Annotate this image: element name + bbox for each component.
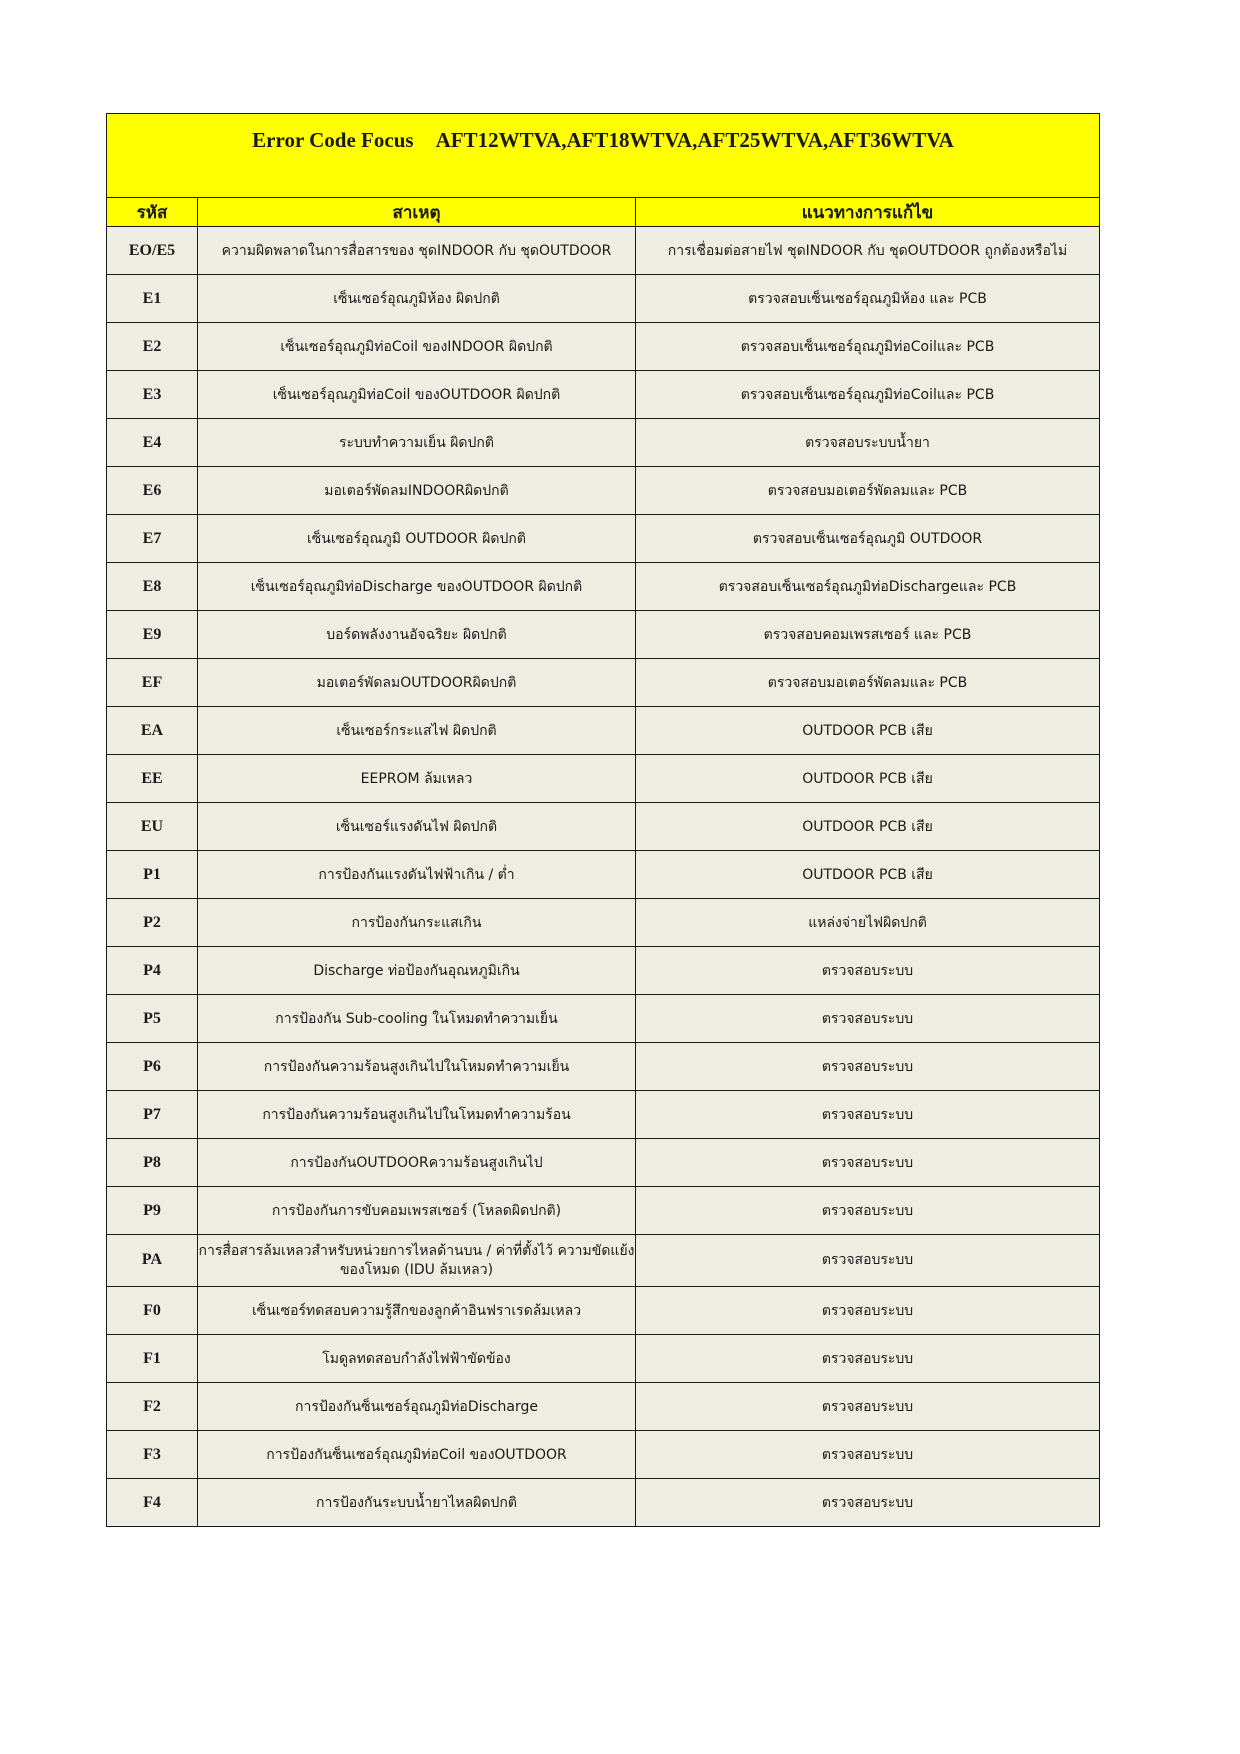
cause-cell: เซ็นเซอร์แรงดันไฟ ผิดปกติ — [198, 803, 636, 851]
error-code-cell: P4 — [107, 947, 198, 995]
solution-cell: ตรวจสอบเซ็นเซอร์อุณภูมิห้อง และ PCB — [636, 275, 1100, 323]
cause-cell: การป้องกันOUTDOORความร้อนสูงเกินไป — [198, 1139, 636, 1187]
cause-cell: บอร์ดพลังงานอัจฉริยะ ผิดปกติ — [198, 611, 636, 659]
solution-cell: OUTDOOR PCB เสีย — [636, 803, 1100, 851]
cause-cell: เซ็นเซอร์อุณภูมิท่อCoil ของOUTDOOR ผิดปกติ — [198, 371, 636, 419]
error-code-cell: P9 — [107, 1187, 198, 1235]
solution-cell: ตรวจสอบระบบ — [636, 1043, 1100, 1091]
error-code-cell: P8 — [107, 1139, 198, 1187]
error-code-cell: F2 — [107, 1383, 198, 1431]
solution-cell: ตรวจสอบระบบ — [636, 1187, 1100, 1235]
cause-cell: โมดูลทดสอบกำลังไฟฟ้าขัดข้อง — [198, 1335, 636, 1383]
error-code-cell: E3 — [107, 371, 198, 419]
error-code-cell: EF — [107, 659, 198, 707]
error-code-cell: E2 — [107, 323, 198, 371]
table-row — [107, 851, 1100, 899]
table-row — [107, 227, 1100, 275]
error-code-cell: EO/E5 — [107, 227, 198, 275]
error-code-cell: F4 — [107, 1479, 198, 1527]
cause-cell: เซ็นเซอร์ทดสอบความรู้สึกของลูกค้าอินฟราเรดล้มเหลว — [198, 1287, 636, 1335]
error-code-table — [106, 113, 1100, 1527]
error-code-cell: F1 — [107, 1335, 198, 1383]
table-row — [107, 1479, 1100, 1527]
table-row — [107, 707, 1100, 755]
title-label: Error Code Focus — [252, 128, 414, 152]
cause-cell: เซ็นเซอร์อุณภูมิท่อDischarge ของOUTDOOR ผิดปกติ — [198, 563, 636, 611]
solution-cell: ตรวจสอบมอเตอร์พัดลมและ PCB — [636, 659, 1100, 707]
solution-cell: ตรวจสอบเซ็นเซอร์อุณภูมิท่อCoilและ PCB — [636, 371, 1100, 419]
cause-cell: การสื่อสารล้มเหลวสำหรับหน่วยการไหลด้านบน / ค่าที่ตั้งไว้ ความขัดแย้งของโหมด (IDU ล้มเหลว) — [198, 1235, 636, 1287]
cause-cell: การป้องกันระบบน้ำยาไหลผิดปกติ — [198, 1479, 636, 1527]
solution-cell: ตรวจสอบระบบน้ำยา — [636, 419, 1100, 467]
error-code-cell: F3 — [107, 1431, 198, 1479]
solution-cell: ตรวจสอบระบบ — [636, 947, 1100, 995]
cause-cell: การป้องกันซ็นเซอร์อุณภูมิท่อDischarge — [198, 1383, 636, 1431]
solution-cell: ตรวจสอบระบบ — [636, 1383, 1100, 1431]
table-row — [107, 947, 1100, 995]
cause-cell: เซ็นเซอร์อุณภูมิ OUTDOOR ผิดปกติ — [198, 515, 636, 563]
cause-cell: การป้องกัน Sub-cooling ในโหมดทำความเย็น — [198, 995, 636, 1043]
table-row — [107, 995, 1100, 1043]
cause-cell: มอเตอร์พัดลมOUTDOORผิดปกติ — [198, 659, 636, 707]
solution-cell: แหล่งจ่ายไฟผิดปกติ — [636, 899, 1100, 947]
error-code-cell: E1 — [107, 275, 198, 323]
table-row — [107, 275, 1100, 323]
cause-cell: ความผิดพลาดในการสื่อสารของ ชุดINDOOR กับ ชุดOUTDOOR — [198, 227, 636, 275]
solution-cell: ตรวจสอบระบบ — [636, 1091, 1100, 1139]
cause-cell: Discharge ท่อป้องกันอุณหภูมิเกิน — [198, 947, 636, 995]
header-solution: แนวทางการแก้ไข — [636, 198, 1100, 227]
error-code-cell: EA — [107, 707, 198, 755]
error-code-cell: P5 — [107, 995, 198, 1043]
solution-cell: ตรวจสอบระบบ — [636, 1479, 1100, 1527]
table-row — [107, 1091, 1100, 1139]
solution-cell: ตรวจสอบเซ็นเซอร์อุณภูมิท่อDischargeและ PCB — [636, 563, 1100, 611]
table-title — [107, 114, 1100, 198]
table-row — [107, 1335, 1100, 1383]
solution-cell: ตรวจสอบคอมเพรสเซอร์ และ PCB — [636, 611, 1100, 659]
table-row — [107, 563, 1100, 611]
error-code-cell: E4 — [107, 419, 198, 467]
table-row — [107, 1287, 1100, 1335]
table-row — [107, 899, 1100, 947]
title-row — [107, 114, 1100, 198]
solution-cell: ตรวจสอบระบบ — [636, 1235, 1100, 1287]
solution-cell: OUTDOOR PCB เสีย — [636, 851, 1100, 899]
error-code-cell: PA — [107, 1235, 198, 1287]
error-code-cell: F0 — [107, 1287, 198, 1335]
table-row — [107, 1431, 1100, 1479]
model-list: AFT12WTVA,AFT18WTVA,AFT25WTVA,AFT36WTVA — [435, 128, 954, 152]
table-row — [107, 1043, 1100, 1091]
cause-cell: มอเตอร์พัดลมINDOORผิดปกติ — [198, 467, 636, 515]
solution-cell: การเชื่อมต่อสายไฟ ชุดINDOOR กับ ชุดOUTDOOR ถูกต้องหรือไม่ — [636, 227, 1100, 275]
cause-cell: การป้องกันความร้อนสูงเกินไปในโหมดทำความเย็น — [198, 1043, 636, 1091]
cause-cell: เซ็นเซอร์กระแสไฟ ผิดปกติ — [198, 707, 636, 755]
error-code-cell: E8 — [107, 563, 198, 611]
table-row — [107, 755, 1100, 803]
cause-cell: การป้องกันแรงดันไฟฟ้าเกิน / ต่ำ — [198, 851, 636, 899]
solution-cell: OUTDOOR PCB เสีย — [636, 707, 1100, 755]
table-row — [107, 467, 1100, 515]
solution-cell: ตรวจสอบระบบ — [636, 1431, 1100, 1479]
error-code-cell: EE — [107, 755, 198, 803]
error-code-cell: P7 — [107, 1091, 198, 1139]
solution-cell: ตรวจสอบระบบ — [636, 1287, 1100, 1335]
cause-cell: เซ็นเซอร์อุณภูมิห้อง ผิดปกติ — [198, 275, 636, 323]
header-row — [107, 198, 1100, 227]
table-row — [107, 371, 1100, 419]
error-code-cell: P2 — [107, 899, 198, 947]
header-cause: สาเหตุ — [198, 198, 636, 227]
error-code-cell: E9 — [107, 611, 198, 659]
cause-cell: EEPROM ล้มเหลว — [198, 755, 636, 803]
solution-cell: ตรวจสอบมอเตอร์พัดลมและ PCB — [636, 467, 1100, 515]
table-row — [107, 323, 1100, 371]
solution-cell: ตรวจสอบระบบ — [636, 995, 1100, 1043]
table-row — [107, 1235, 1100, 1287]
error-code-cell: EU — [107, 803, 198, 851]
error-code-cell: P6 — [107, 1043, 198, 1091]
cause-cell: การป้องกันการขับคอมเพรสเซอร์ (โหลดผิดปกติ) — [198, 1187, 636, 1235]
table-row — [107, 419, 1100, 467]
cause-cell: ระบบทำความเย็น ผิดปกติ — [198, 419, 636, 467]
table-row — [107, 515, 1100, 563]
error-code-cell: E7 — [107, 515, 198, 563]
cause-cell: การป้องกันความร้อนสูงเกินไปในโหมดทำความร้อน — [198, 1091, 636, 1139]
table-row — [107, 659, 1100, 707]
header-code: รหัส — [107, 198, 198, 227]
solution-cell: ตรวจสอบเซ็นเซอร์อุณภูมิท่อCoilและ PCB — [636, 323, 1100, 371]
error-code-cell: E6 — [107, 467, 198, 515]
cause-cell: การป้องกันซ็นเซอร์อุณภูมิท่อCoil ของOUTDOOR — [198, 1431, 636, 1479]
table-row — [107, 611, 1100, 659]
cause-cell: เซ็นเซอร์อุณภูมิท่อCoil ของINDOOR ผิดปกติ — [198, 323, 636, 371]
table-row — [107, 803, 1100, 851]
solution-cell: ตรวจสอบเซ็นเซอร์อุณภูมิ OUTDOOR — [636, 515, 1100, 563]
table-row — [107, 1139, 1100, 1187]
error-code-cell: P1 — [107, 851, 198, 899]
solution-cell: ตรวจสอบระบบ — [636, 1139, 1100, 1187]
solution-cell: ตรวจสอบระบบ — [636, 1335, 1100, 1383]
table-row — [107, 1187, 1100, 1235]
cause-cell: การป้องกันกระแสเกิน — [198, 899, 636, 947]
solution-cell: OUTDOOR PCB เสีย — [636, 755, 1100, 803]
table-row — [107, 1383, 1100, 1431]
